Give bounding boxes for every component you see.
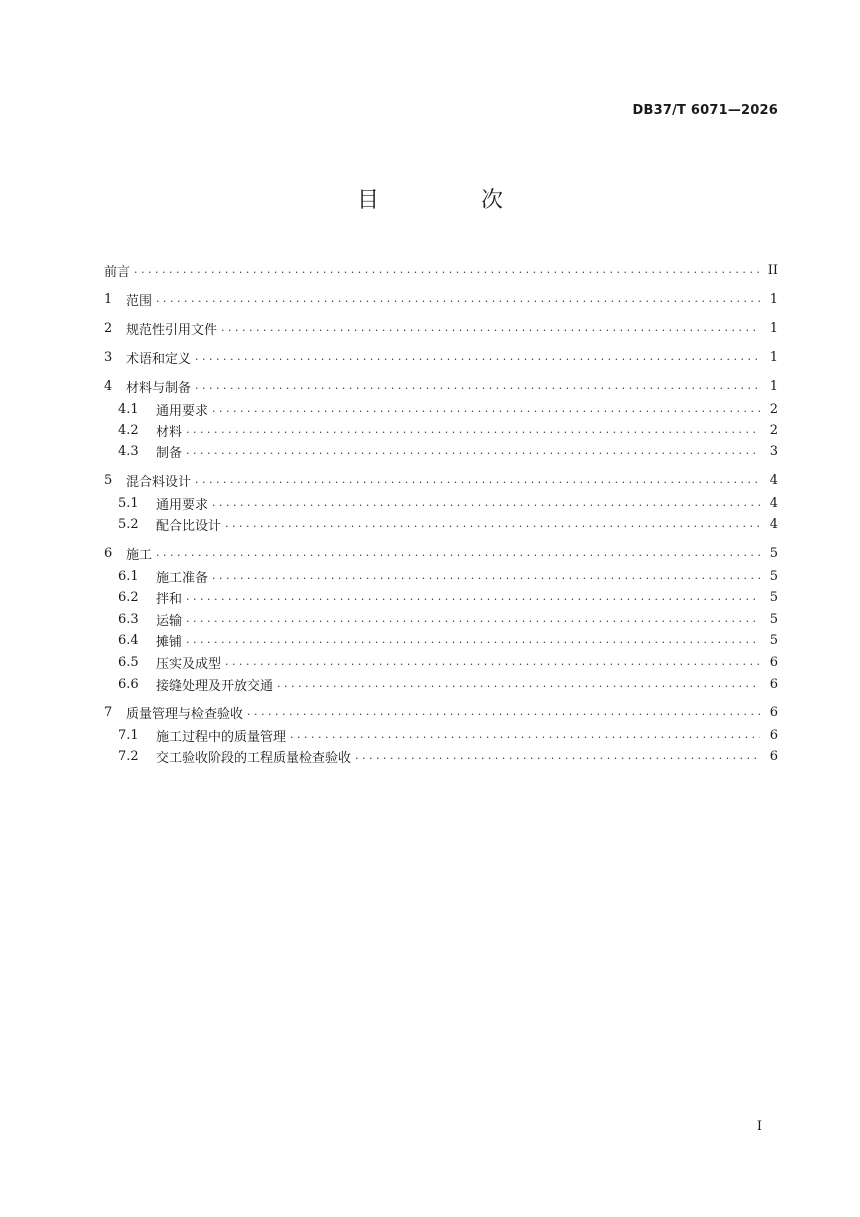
toc-entry-label: 摊铺 <box>156 634 183 650</box>
toc-entry-number: 6.3 <box>118 611 139 627</box>
leader-dots <box>195 376 760 396</box>
toc-entry-page: 5 <box>769 611 778 627</box>
leader-dots <box>186 609 760 629</box>
toc-entry-page: 5 <box>769 589 778 605</box>
leader-dots <box>186 420 760 440</box>
toc-entry-number: 4.2 <box>118 422 139 438</box>
toc-entry-1[interactable] <box>104 289 778 309</box>
leader-dots <box>225 514 760 534</box>
toc-entry-page: 6 <box>769 727 778 743</box>
toc-entry-page: 6 <box>769 704 778 720</box>
toc-entry-page: 6 <box>769 748 778 764</box>
leader-dots <box>156 543 760 563</box>
toc-entry-page: II <box>767 262 778 278</box>
toc-entry-label: 范围 <box>126 293 153 309</box>
toc-entry-label: 运输 <box>156 613 183 629</box>
toc-entry-page: 6 <box>769 676 778 692</box>
toc-entry-6[interactable] <box>104 543 778 563</box>
toc-entry-number: 1 <box>104 291 113 307</box>
toc-entry-label: 通用要求 <box>156 497 209 513</box>
toc-entry-6-5[interactable] <box>118 652 778 672</box>
leader-dots <box>186 630 760 650</box>
toc-entry-label: 施工过程中的质量管理 <box>156 729 287 745</box>
toc-title: 目 次 <box>356 188 543 213</box>
toc-entry-7-1[interactable] <box>118 725 778 745</box>
toc-entry-label: 施工 <box>126 547 153 563</box>
toc-entry-page: 1 <box>769 291 778 307</box>
toc-entry-number: 4.3 <box>118 443 139 459</box>
toc-entry-foreword[interactable] <box>104 260 778 280</box>
toc-entry-page: 2 <box>769 401 778 417</box>
leader-dots <box>247 702 760 722</box>
toc-entry-5-2[interactable] <box>118 514 778 534</box>
leader-dots <box>195 470 760 490</box>
toc-entry-5-1[interactable] <box>118 493 778 513</box>
toc-entry-page: 4 <box>769 516 778 532</box>
leader-dots <box>156 289 760 309</box>
toc-entry-page: 1 <box>769 378 778 394</box>
toc-entry-page: 6 <box>769 654 778 670</box>
leader-dots <box>290 725 760 745</box>
toc-entry-page: 4 <box>769 495 778 511</box>
toc-entry-4[interactable] <box>104 376 778 396</box>
leader-dots <box>225 652 760 672</box>
toc-entry-number: 2 <box>104 320 113 336</box>
toc-entry-label: 规范性引用文件 <box>126 322 218 338</box>
toc-entry-page: 3 <box>769 443 778 459</box>
toc-entry-label: 术语和定义 <box>126 351 192 367</box>
leader-dots <box>355 746 760 766</box>
leader-dots <box>195 347 760 367</box>
toc-entry-number: 7 <box>104 704 113 720</box>
toc-entry-4-2[interactable] <box>118 420 778 440</box>
toc-entry-number: 6.4 <box>118 632 139 648</box>
toc-entry-number: 7.2 <box>118 748 139 764</box>
leader-dots <box>212 566 760 586</box>
toc-entry-label: 材料 <box>156 424 183 440</box>
leader-dots <box>212 399 760 419</box>
document-code: DB37/T 6071—2026 <box>632 103 778 118</box>
toc-entry-6-3[interactable] <box>118 609 778 629</box>
toc-entry-6-6[interactable] <box>118 674 778 694</box>
toc-entry-label: 配合比设计 <box>156 518 222 534</box>
leader-dots <box>277 674 760 694</box>
toc-entry-number: 4.1 <box>118 401 139 417</box>
toc-entry-page: 2 <box>769 422 778 438</box>
toc-entry-3[interactable] <box>104 347 778 367</box>
toc-entry-label: 材料与制备 <box>126 380 192 396</box>
toc-entry-page: 5 <box>769 545 778 561</box>
toc-entry-number: 6.2 <box>118 589 139 605</box>
toc-entry-label: 压实及成型 <box>156 656 222 672</box>
toc-entry-2[interactable] <box>104 318 778 338</box>
toc-entry-7-2[interactable] <box>118 746 778 766</box>
toc-entry-number: 6.5 <box>118 654 139 670</box>
toc-entry-6-4[interactable] <box>118 630 778 650</box>
toc-entry-6-2[interactable] <box>118 587 778 607</box>
leader-dots <box>186 441 760 461</box>
toc-entry-number: 5.2 <box>118 516 139 532</box>
toc-entry-number: 7.1 <box>118 727 139 743</box>
toc-entry-number: 6.1 <box>118 568 139 584</box>
toc-entry-number: 5.1 <box>118 495 139 511</box>
toc-entry-7[interactable] <box>104 702 778 722</box>
toc-entry-label: 施工准备 <box>156 570 209 586</box>
leader-dots <box>221 318 760 338</box>
toc-entry-page: 5 <box>769 568 778 584</box>
toc-entry-label: 通用要求 <box>156 403 209 419</box>
toc-entry-number: 6 <box>104 545 113 561</box>
toc-entry-number: 3 <box>104 349 113 365</box>
toc-entry-page: 5 <box>769 632 778 648</box>
toc-entry-number: 6.6 <box>118 676 139 692</box>
toc-entry-label: 制备 <box>156 445 183 461</box>
toc-entry-label: 接缝处理及开放交通 <box>156 678 274 694</box>
toc-entry-label: 前言 <box>104 264 131 280</box>
toc-entry-label: 混合料设计 <box>126 474 192 490</box>
toc-entry-page: 1 <box>769 349 778 365</box>
toc-entry-number: 4 <box>104 378 113 394</box>
toc-entry-4-1[interactable] <box>118 399 778 419</box>
toc-entry-label: 拌和 <box>156 591 183 607</box>
toc-entry-5[interactable] <box>104 470 778 490</box>
toc-entry-label: 交工验收阶段的工程质量检查验收 <box>156 750 352 766</box>
leader-dots <box>134 260 760 280</box>
leader-dots <box>186 587 760 607</box>
toc-entry-label: 质量管理与检查验收 <box>126 706 244 722</box>
toc-entry-page: 1 <box>769 320 778 336</box>
toc-entry-number: 5 <box>104 472 113 488</box>
page-number: I <box>756 1119 762 1134</box>
leader-dots <box>212 493 760 513</box>
toc-entry-6-1[interactable] <box>118 566 778 586</box>
toc-entry-4-3[interactable] <box>118 441 778 461</box>
toc-entry-page: 4 <box>769 472 778 488</box>
